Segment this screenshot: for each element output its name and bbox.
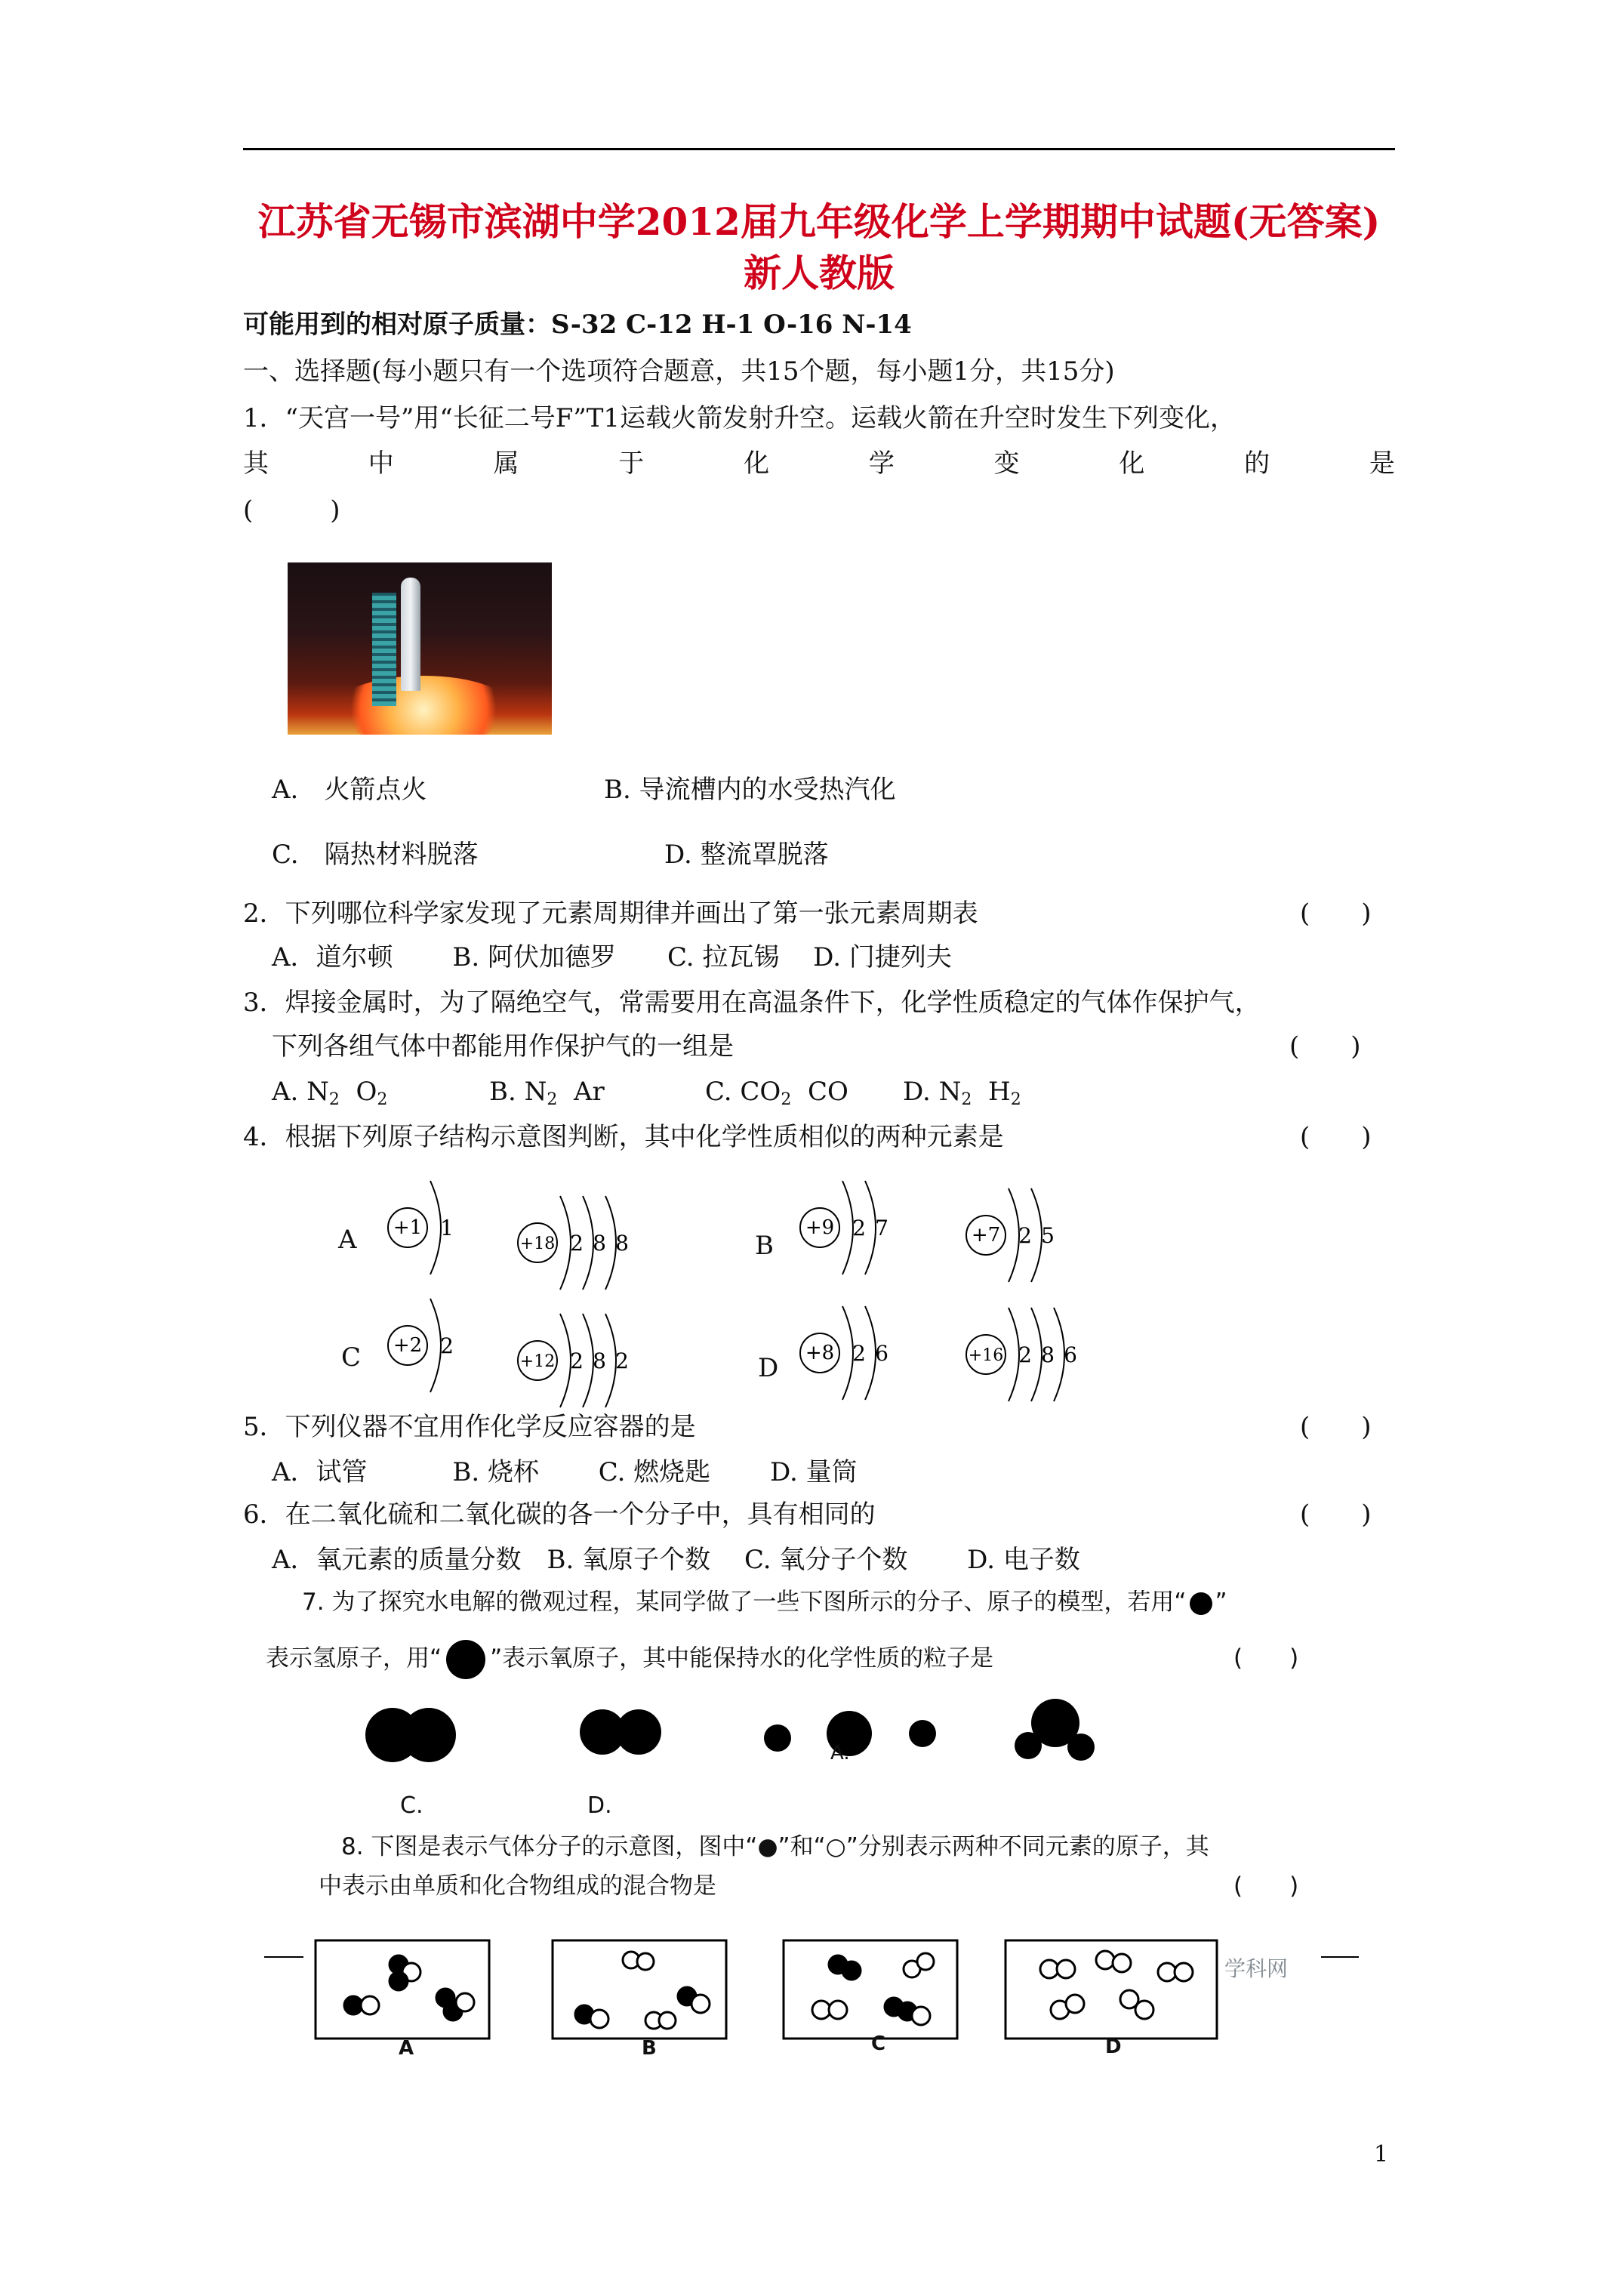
electron-shell-arc xyxy=(1054,1308,1064,1401)
q7-label-c: C. xyxy=(400,1792,423,1819)
q5-stem: 5．下列仪器不宜用作化学反应容器的是 xyxy=(243,1412,696,1442)
nucleus-charge: +2 xyxy=(393,1334,423,1357)
q2-stem: 2．下列哪位科学家发现了元素周期律并画出了第一张元素周期表 xyxy=(243,898,978,929)
q7-answer-paren: ( ) xyxy=(1233,1644,1299,1672)
q3-b-ar: Ar xyxy=(573,1077,605,1107)
subscript: 2 xyxy=(781,1090,792,1109)
q2-answer-paren: ( ) xyxy=(1300,898,1372,929)
header-rule xyxy=(243,148,1395,150)
q3-option-d xyxy=(903,1075,1021,1117)
q1-stem-line2 xyxy=(243,447,1395,480)
q1-option-d: D. 整流罩脱落 xyxy=(664,840,829,870)
watermark: 学科网 xyxy=(1224,1956,1289,1981)
rocket xyxy=(401,578,420,691)
oxygen-atom-icon xyxy=(446,1640,485,1679)
electron-count: 2 xyxy=(1018,1342,1032,1367)
subscript: 2 xyxy=(1010,1090,1021,1109)
electron-shell-arc xyxy=(1031,1308,1042,1401)
q6-options: A．氧元素的质量分数 B. 氧原子个数 C. 氧分子个数 D. 电子数 xyxy=(272,1545,1080,1575)
electron-count: 6 xyxy=(1064,1342,1077,1367)
q8-molecule-boxes xyxy=(264,1918,1593,2069)
nucleus-charge: +9 xyxy=(805,1216,835,1239)
q8-stem-line2: 中表示由单质和化合物组成的混合物是 xyxy=(319,1872,716,1900)
q3-a-o: O xyxy=(356,1077,377,1107)
q4-label-c: C xyxy=(341,1342,362,1373)
electron-count: 2 xyxy=(852,1216,866,1240)
launch-tower xyxy=(372,593,396,706)
q1-char: 学 xyxy=(868,448,895,479)
q7-line2-rest: ”表示氧原子，其中能保持水的化学性质的粒子是 xyxy=(490,1644,994,1672)
q8-label-b: B xyxy=(642,2037,657,2060)
atom-diagram xyxy=(518,1196,629,1290)
page-number: 1 xyxy=(1374,2141,1389,2168)
q3-option-a xyxy=(272,1075,387,1117)
q1-char: 是 xyxy=(1369,448,1395,479)
electron-shell-arc xyxy=(430,1181,441,1274)
electron-count: 2 xyxy=(570,1231,584,1256)
q8-label-c: C xyxy=(871,2032,886,2055)
q1-char: 化 xyxy=(1119,448,1145,479)
q4-label-b: B xyxy=(755,1231,774,1261)
electron-shell-arc xyxy=(430,1299,441,1392)
q8-label-d: D xyxy=(1105,2036,1122,2058)
electron-shell-arc xyxy=(583,1314,593,1407)
electron-count: 2 xyxy=(615,1348,629,1373)
electron-count: 1 xyxy=(440,1216,454,1240)
electron-shell-arc xyxy=(560,1314,571,1407)
model-b-water-molecule xyxy=(1015,1699,1095,1761)
q6-stem: 6．在二氧化硫和二氧化碳的各一个分子中，具有相同的 xyxy=(243,1499,876,1530)
q1-char: 化 xyxy=(744,448,770,479)
q1-char: 中 xyxy=(368,448,394,479)
electron-count: 2 xyxy=(852,1341,866,1366)
nucleus-charge: +18 xyxy=(519,1234,556,1253)
q1-char: 其 xyxy=(243,448,269,479)
subscript: 2 xyxy=(547,1090,558,1109)
rocket-launch-photo xyxy=(288,562,552,735)
q3-stem-line2: 下列各组气体中都能用作保护气的一组是 xyxy=(272,1031,734,1062)
q3-stem-line1: 3．焊接金属时，为了隔绝空气，常需要用在高温条件下，化学性质稳定的气体作保护气， xyxy=(243,988,1261,1018)
electron-shell-arc xyxy=(1009,1188,1019,1282)
electron-count: 2 xyxy=(1018,1223,1032,1248)
q4-label-d: D xyxy=(758,1353,779,1383)
q4-answer-paren: ( ) xyxy=(1300,1122,1372,1152)
electron-count: 8 xyxy=(1041,1342,1055,1367)
model-c-oxygen-molecule xyxy=(365,1708,456,1762)
electron-count: 8 xyxy=(593,1231,606,1256)
page-subtitle: 新人教版 xyxy=(744,251,895,295)
q8-stem-line1: 8. 下图是表示气体分子的示意图，图中“●”和“○”分别表示两种不同元素的原子，其 xyxy=(341,1833,1209,1860)
q7-line1-close: ” xyxy=(1215,1589,1227,1616)
model-a-separate-atoms xyxy=(764,1711,936,1756)
hydrogen-atom-icon xyxy=(1190,1592,1212,1615)
q1-stem-line1: 1．“天宫一号”用“长征二号F”T1运载火箭发射升空。运载火箭在升空时发生下列变化， xyxy=(243,403,1236,433)
electron-shell-arc xyxy=(1009,1308,1019,1401)
box-d-molecules xyxy=(1040,1951,1193,2019)
q7-label-d: D. xyxy=(587,1792,612,1819)
q4-stem: 4．根据下列原子结构示意图判断，其中化学性质相似的两种元素是 xyxy=(243,1122,1004,1152)
electron-shell-arc xyxy=(865,1306,876,1400)
nucleus-charge: +16 xyxy=(968,1346,1004,1365)
q6-answer-paren: ( ) xyxy=(1300,1499,1372,1530)
box-a-molecules xyxy=(344,1955,474,2020)
electron-count: 5 xyxy=(1041,1223,1055,1248)
electron-shell-arc xyxy=(865,1181,876,1274)
q1-char: 于 xyxy=(618,448,645,479)
q3-option-c xyxy=(705,1075,848,1117)
subscript: 2 xyxy=(961,1090,972,1109)
atomic-mass-note: 可能用到的相对原子质量：S-32 C-12 H-1 O-16 N-14 xyxy=(243,310,912,340)
model-d-oxygen-molecule xyxy=(580,1709,661,1755)
electron-count: 7 xyxy=(875,1216,888,1240)
electron-shell-arc xyxy=(560,1196,571,1290)
atom-diagram xyxy=(800,1181,888,1274)
q7-label-a: A. xyxy=(830,1742,850,1764)
electron-count: 8 xyxy=(615,1231,629,1256)
atom-diagram xyxy=(966,1188,1055,1282)
q1-option-b: B. 导流槽内的水受热汽化 xyxy=(604,775,896,805)
q4-label-a: A xyxy=(338,1225,357,1255)
electron-shell-arc xyxy=(605,1196,616,1290)
launch-flame xyxy=(333,676,514,735)
q7-stem-line2 xyxy=(266,1640,993,1679)
nucleus-charge: +12 xyxy=(519,1352,556,1371)
q3-a-n: A. N xyxy=(272,1077,329,1107)
q1-option-c: C. 隔热材料脱落 xyxy=(272,840,479,870)
q1-char: 变 xyxy=(993,448,1020,479)
q5-options: A．试管 B. 烧杯 C. 燃烧匙 D. 量筒 xyxy=(272,1457,858,1487)
atom-diagram xyxy=(966,1308,1077,1401)
q3-answer-paren: ( ) xyxy=(1289,1031,1361,1062)
q8-answer-paren: ( ) xyxy=(1233,1872,1299,1900)
electron-shell-arc xyxy=(605,1314,616,1407)
box-c-molecules xyxy=(812,1953,934,2025)
q7-stem-line1 xyxy=(302,1586,1227,1619)
q1-char: 属 xyxy=(493,448,519,479)
electron-count: 2 xyxy=(440,1333,454,1358)
atom-diagram xyxy=(388,1181,454,1274)
electron-shell-arc xyxy=(583,1196,593,1290)
q7-line2-text: 表示氢原子，用“ xyxy=(266,1644,442,1672)
q3-b-n: B. N xyxy=(489,1077,547,1107)
q7-line1-text: 7. 为了探究水电解的微观过程，某同学做了一些下图所示的分子、原子的模型，若用“ xyxy=(302,1589,1187,1616)
q3-d-h: H xyxy=(988,1077,1011,1107)
q1-char: 的 xyxy=(1244,448,1270,479)
q3-d-n: D. N xyxy=(903,1077,962,1107)
q3-c-co: CO xyxy=(807,1077,848,1107)
q1-option-a: A. 火箭点火 xyxy=(272,775,427,805)
electron-shell-arc xyxy=(842,1181,853,1274)
q3-option-b xyxy=(489,1075,605,1117)
electron-count: 6 xyxy=(875,1341,888,1366)
section-heading: 一、选择题(每小题只有一个选项符合题意，共15个题，每小题1分，共15分) xyxy=(243,356,1115,387)
nucleus-charge: +8 xyxy=(805,1342,835,1364)
nucleus-charge: +1 xyxy=(393,1216,423,1239)
subscript: 2 xyxy=(328,1090,340,1109)
box-b-molecules xyxy=(575,1952,710,2029)
electron-count: 8 xyxy=(593,1348,606,1373)
atom-diagram xyxy=(388,1299,454,1392)
q7-molecule-models xyxy=(332,1684,1238,1797)
q8-label-a: A xyxy=(399,2037,414,2060)
q1-answer-paren: ( ) xyxy=(243,495,340,525)
atom-diagram xyxy=(518,1314,629,1407)
subscript: 2 xyxy=(377,1090,388,1109)
nucleus-charge: +7 xyxy=(971,1224,1001,1247)
atom-diagram xyxy=(800,1306,888,1400)
q2-options: A．道尔顿 B. 阿伏加德罗 C. 拉瓦锡 D. 门捷列夫 xyxy=(272,942,952,972)
electron-shell-arc xyxy=(1031,1188,1042,1282)
electron-count: 2 xyxy=(570,1348,584,1373)
q5-answer-paren: ( ) xyxy=(1300,1412,1372,1442)
electron-shell-arc xyxy=(842,1306,853,1400)
page-title: 江苏省无锡市滨湖中学2012届九年级化学上学期期中试题(无答案) xyxy=(257,199,1381,244)
q3-c-co2: C. CO xyxy=(705,1077,781,1107)
